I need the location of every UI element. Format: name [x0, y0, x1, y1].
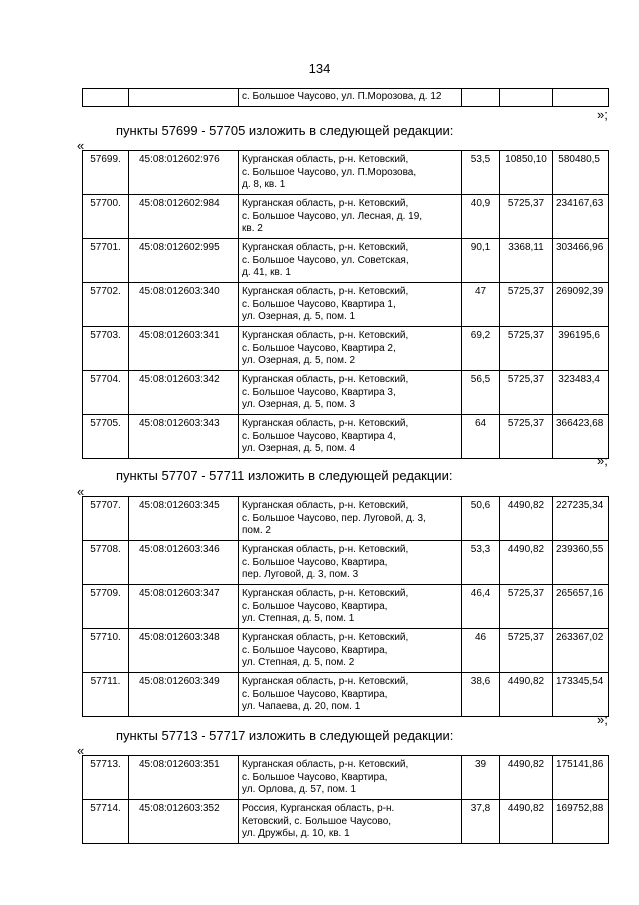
cadastral-cost: 396195,6 — [553, 327, 609, 371]
cadastral-cost: 303466,96 — [553, 239, 609, 283]
address-line: Курганская область, р-н. Кетовский, — [242, 500, 409, 511]
address — [239, 239, 462, 283]
address-line: с. Большое Чаусово, Квартира, — [242, 688, 388, 700]
row-number: 57710. — [83, 629, 129, 673]
address-line: ул. Озерная, д. 5, пом. 4 — [242, 443, 356, 454]
unit-price: 10850,10 — [500, 151, 553, 195]
address-line: Курганская область, р-н. Кетовский, — [242, 330, 409, 341]
row-number: 57702. — [83, 283, 129, 327]
address-line: д. 41, кв. 1 — [242, 267, 291, 278]
address-line: ул. Озерная, д. 5, пом. 1 — [242, 311, 356, 322]
address-line: Курганская область, р-н. Кетовский, — [242, 286, 409, 297]
area: 47 — [462, 283, 500, 327]
row-number: 57703. — [83, 327, 129, 371]
address — [239, 151, 462, 195]
address — [239, 327, 462, 371]
address — [239, 673, 462, 717]
row-number: 57714. — [83, 800, 129, 844]
address — [239, 371, 462, 415]
address-line: Курганская область, р-н. Кетовский, — [242, 588, 409, 599]
unit-price: 5725,37 — [500, 371, 553, 415]
table-row — [83, 800, 609, 844]
unit-price: 4490,82 — [500, 497, 553, 541]
address-line: ул. Орлова, д. 57, пом. 1 — [242, 784, 357, 795]
address-line: с. Большое Чаусово, Квартира, — [242, 600, 388, 612]
address: с. Большое Чаусово, ул. П.Морозова, д. 12 — [239, 89, 462, 107]
cadastral-cost: 265657,16 — [553, 585, 609, 629]
cadastral-cost: 175141,86 — [553, 756, 609, 800]
cadastral-number: 45:08:012602:995 — [129, 239, 239, 283]
area: 50,6 — [462, 497, 500, 541]
page-number: 134 — [308, 61, 331, 76]
quote-open: « — [77, 484, 85, 499]
address-line: Курганская область, р-н. Кетовский, — [242, 374, 409, 385]
row-number: 57708. — [83, 541, 129, 585]
cadastral-number: 45:08:012603:346 — [129, 541, 239, 585]
address-line: с. Большое Чаусово, Квартира 2, — [242, 342, 396, 354]
address-line: с. Большое Чаусово, Квартира 1, — [242, 298, 396, 310]
address-line: с. Большое Чаусово, Квартира 4, — [242, 430, 396, 442]
row-number: 57701. — [83, 239, 129, 283]
table-row — [83, 497, 609, 541]
address — [239, 585, 462, 629]
address-line: с. Большое Чаусово, Квартира, — [242, 771, 388, 783]
area: 46 — [462, 629, 500, 673]
table-row — [83, 327, 609, 371]
address-line: с. Большое Чаусово, Квартира 3, — [242, 386, 396, 398]
quote-close: »; — [597, 453, 608, 468]
area: 39 — [462, 756, 500, 800]
unit-price: 5725,37 — [500, 629, 553, 673]
address — [239, 756, 462, 800]
cadastral-cost: 234167,63 — [553, 195, 609, 239]
cadastral-number: 45:08:012603:343 — [129, 415, 239, 459]
area: 46,4 — [462, 585, 500, 629]
cadastral-cost: 263367,02 — [553, 629, 609, 673]
address-line: с. Большое Чаусово, Квартира, — [242, 644, 388, 656]
quote-open: « — [77, 743, 85, 758]
cadastral-cost: 580480,5 — [553, 151, 609, 195]
address-line: д. 8, кв. 1 — [242, 179, 286, 190]
cadastral-number: 45:08:012603:352 — [129, 800, 239, 844]
address-line: с. Большое Чаусово, ул. Лесная, д. 19, — [242, 210, 423, 222]
row-number: 57709. — [83, 585, 129, 629]
cadastral-number: 45:08:012603:348 — [129, 629, 239, 673]
registry-table — [82, 150, 609, 459]
address-line: Курганская область, р-н. Кетовский, — [242, 242, 409, 253]
unit-price: 4490,82 — [500, 756, 553, 800]
address-line: Курганская область, р-н. Кетовский, — [242, 676, 409, 687]
area: 90,1 — [462, 239, 500, 283]
quote-open: « — [77, 138, 85, 153]
area: 64 — [462, 415, 500, 459]
unit-price: 3368,11 — [500, 239, 553, 283]
quote-close: »; — [597, 712, 608, 727]
cadastral-cost: 173345,54 — [553, 673, 609, 717]
area: 53,3 — [462, 541, 500, 585]
address-line: с. Большое Чаусово, ул. Советская, — [242, 254, 409, 266]
area: 40,9 — [462, 195, 500, 239]
address — [239, 415, 462, 459]
table-row — [83, 151, 609, 195]
address-line: Курганская область, р-н. Кетовский, — [242, 544, 409, 555]
table-row — [83, 195, 609, 239]
table-row — [83, 283, 609, 327]
cadastral-number: 45:08:012603:351 — [129, 756, 239, 800]
address-line: Курганская область, р-н. Кетовский, — [242, 154, 409, 165]
registry-table — [82, 755, 609, 844]
address-line: ул. Дружбы, д. 10, кв. 1 — [242, 828, 350, 839]
table-row — [83, 89, 609, 107]
row-number: 57707. — [83, 497, 129, 541]
cadastral-number: 45:08:012603:342 — [129, 371, 239, 415]
address-line: ул. Чапаева, д. 20, пом. 1 — [242, 701, 361, 712]
table-row — [83, 585, 609, 629]
unit-price: 5725,37 — [500, 327, 553, 371]
address-line: Кетовский, с. Большое Чаусово, — [242, 815, 392, 827]
cadastral-number: 45:08:012603:341 — [129, 327, 239, 371]
cadastral-cost: 227235,34 — [553, 497, 609, 541]
address-line: ул. Степная, д. 5, пом. 1 — [242, 613, 355, 624]
unit-price — [500, 89, 553, 107]
cadastral-cost: 323483,4 — [553, 371, 609, 415]
cadastral-number: 45:08:012603:340 — [129, 283, 239, 327]
address-line: кв. 2 — [242, 223, 263, 234]
area: 69,2 — [462, 327, 500, 371]
address-line: с. Большое Чаусово, пер. Луговой, д. 3, — [242, 512, 426, 524]
section-heading: пункты 57713 - 57717 изложить в следующей редакции: — [116, 728, 454, 743]
quote-close: »; — [597, 107, 608, 122]
address — [239, 629, 462, 673]
cadastral-number: 45:08:012602:976 — [129, 151, 239, 195]
cadastral-cost: 269092,39 — [553, 283, 609, 327]
unit-price: 4490,82 — [500, 673, 553, 717]
cadastral-number: 45:08:012603:349 — [129, 673, 239, 717]
area: 37,8 — [462, 800, 500, 844]
unit-price: 5725,37 — [500, 585, 553, 629]
row-number: 57700. — [83, 195, 129, 239]
address-line: Курганская область, р-н. Кетовский, — [242, 198, 409, 209]
address — [239, 497, 462, 541]
row-number: 57711. — [83, 673, 129, 717]
area: 56,5 — [462, 371, 500, 415]
unit-price: 4490,82 — [500, 800, 553, 844]
table-row — [83, 239, 609, 283]
address — [239, 283, 462, 327]
cadastral-number — [129, 89, 239, 107]
cadastral-cost: 239360,55 — [553, 541, 609, 585]
row-number: 57699. — [83, 151, 129, 195]
address-line: с. Большое Чаусово, ул. П.Морозова, — [242, 166, 417, 178]
registry-table — [82, 496, 609, 717]
cadastral-number: 45:08:012603:347 — [129, 585, 239, 629]
area: 53,5 — [462, 151, 500, 195]
row-number: 57705. — [83, 415, 129, 459]
address-line: Курганская область, р-н. Кетовский, — [242, 418, 409, 429]
row-number — [83, 89, 129, 107]
section-heading: пункты 57707 - 57711 изложить в следующей редакции: — [116, 468, 453, 483]
cadastral-cost — [553, 89, 609, 107]
address-line: с. Большое Чаусово, Квартира, — [242, 556, 388, 568]
address — [239, 800, 462, 844]
registry-table-top — [82, 88, 609, 107]
unit-price: 4490,82 — [500, 541, 553, 585]
cadastral-cost: 366423,68 — [553, 415, 609, 459]
row-number: 57704. — [83, 371, 129, 415]
address-line: ул. Озерная, д. 5, пом. 2 — [242, 355, 356, 366]
address-line: пер. Луговой, д. 3, пом. 3 — [242, 569, 359, 580]
table-row — [83, 371, 609, 415]
address-line: ул. Озерная, д. 5, пом. 3 — [242, 399, 356, 410]
address-line: Россия, Курганская область, р-н. — [242, 803, 395, 814]
area — [462, 89, 500, 107]
section-heading: пункты 57699 - 57705 изложить в следующей редакции: — [116, 123, 454, 138]
table-row — [83, 673, 609, 717]
cadastral-cost: 169752,88 — [553, 800, 609, 844]
table-row — [83, 415, 609, 459]
unit-price: 5725,37 — [500, 415, 553, 459]
unit-price: 5725,37 — [500, 195, 553, 239]
cadastral-number: 45:08:012602:984 — [129, 195, 239, 239]
unit-price: 5725,37 — [500, 283, 553, 327]
table-row — [83, 756, 609, 800]
address-line: Курганская область, р-н. Кетовский, — [242, 632, 409, 643]
address — [239, 195, 462, 239]
cadastral-number: 45:08:012603:345 — [129, 497, 239, 541]
row-number: 57713. — [83, 756, 129, 800]
address-line: ул. Степная, д. 5, пом. 2 — [242, 657, 355, 668]
table-row — [83, 629, 609, 673]
address — [239, 541, 462, 585]
address-line: пом. 2 — [242, 525, 271, 536]
table-row — [83, 541, 609, 585]
area: 38,6 — [462, 673, 500, 717]
address-line: Курганская область, р-н. Кетовский, — [242, 759, 409, 770]
